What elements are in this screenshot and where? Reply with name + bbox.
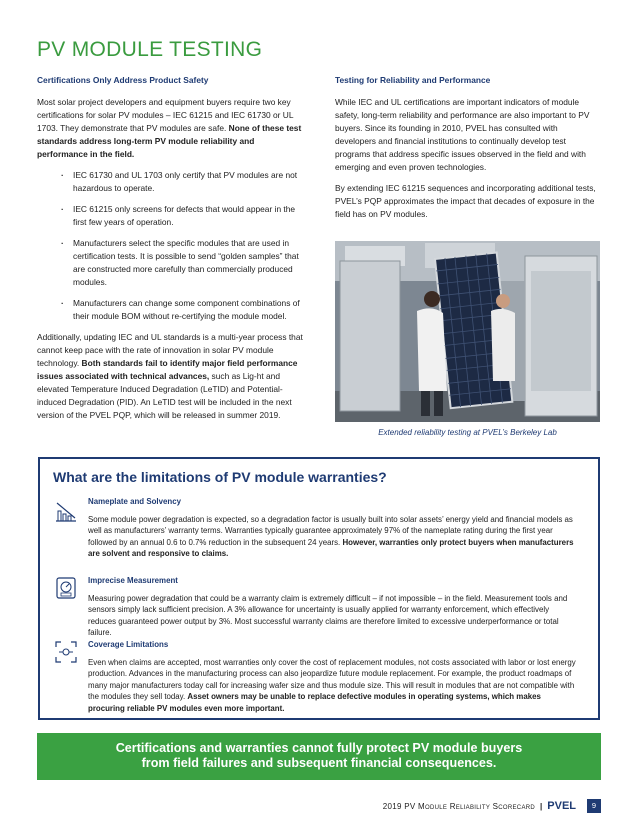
conclusion-banner bbox=[37, 733, 601, 780]
photo-caption: Extended reliability testing at PVEL’s Berkeley Lab bbox=[378, 428, 557, 437]
right-heading: Testing for Reliability and Performance bbox=[335, 75, 491, 85]
page-footer bbox=[383, 798, 601, 814]
left-heading: Certifications Only Address Product Safety bbox=[37, 75, 209, 85]
bullet-item: · Manufacturers can change some component combinations of their module BOM without re-certifying the module model. bbox=[61, 297, 307, 323]
item-heading: Imprecise Measurement bbox=[88, 576, 178, 585]
left-column bbox=[37, 74, 307, 430]
pvel-logo: PVEL bbox=[547, 800, 576, 812]
footer-title: 2019 PV Module Reliability Scorecard bbox=[382, 801, 536, 811]
warranty-item-nameplate: Nameplate and Solvency Some module power degradation is expected, so a degradation factor is usually built into solar assets’ energy yield and financial models as well as manufacturers’ warranty terms. Warranties typically guarantee approximately 97% of the nameplate rating during the first year followed by an annual 0.6 to 0.7% reduction in the subsequent 24 years. However, warranties only protect buyers when manufacturers are solvent and responsive to claims. bbox=[88, 496, 576, 560]
banner-line-1: Certifications and warranties cannot fully protect PV module buyers bbox=[115, 741, 523, 755]
box-title: What are the limitations of PV module warranties? bbox=[53, 469, 387, 485]
left-bullet-list bbox=[61, 169, 307, 323]
item-heading: Nameplate and Solvency bbox=[88, 497, 181, 506]
page-number: 9 bbox=[587, 799, 601, 813]
bullet-item: · Manufacturers select the specific modules that are used in certification tests. It is possible to send “golden samples” that are constructed more carefully than commercially produced modules. bbox=[61, 237, 307, 289]
right-paragraph-2: By extending IEC 61215 sequences and incorporating additional tests, PVEL’s PQP approximates the impact that decades of exposure in the field has on PV modules. bbox=[335, 183, 596, 219]
right-column bbox=[335, 74, 600, 229]
banner-line-2: from field failures and subsequent financial consequences. bbox=[141, 756, 497, 770]
lab-photo-illustration bbox=[335, 241, 600, 422]
left-paragraph-1: Most solar project developers and equipment buyers require two key certifications for solar PV modules – IEC 61215 and IEC 61730 or UL 1703. They demonstrate that PV modules are safe. None of these test standards address long-term PV module reliability and performance in the field. bbox=[37, 97, 302, 159]
left-paragraph-2: Additionally, updating IEC and UL standards is a multi-year process that cannot keep pace with the rate of innovation in solar PV module technology. Both standards fail to identify major field performance issues associated with technical advances, such as Lig-ht and elevated Temperature Induced Degradation (LeTID) and Potential-induced Degradation (PID). An LeTID test will be included in the next version of the PVEL PQP, which will be released in summer 2019. bbox=[37, 332, 303, 420]
right-paragraph-1: While IEC and UL certifications are important indicators of module safety, long-term reliability and performance are also important to PV buyers. Since its founding in 2010, PVEL has consulted with developers and financial institutions to continually develop test programs that address specific issues observed in the field and with emerging and even proven technologies. bbox=[335, 97, 590, 172]
lab-photo bbox=[335, 241, 600, 422]
bullet-item: · IEC 61215 only screens for defects that would appear in the first few years of operation. bbox=[61, 203, 307, 229]
building-chart-icon bbox=[54, 499, 78, 523]
footer-separator: | bbox=[540, 801, 543, 811]
coverage-scope-icon bbox=[54, 640, 78, 664]
meter-icon bbox=[54, 576, 78, 600]
warranty-item-measurement: Imprecise Measurement Measuring power degradation that could be a warranty claim is extremely difficult – if not impossible – in the field. Measurement tools and sensors simply lack sufficient precision. A 3% allowance for uncertainty is usually applied for warranty enforcement, which effectively reduces guaranteed power output by 3%. Most successful warranty claims are therefore limited to excessive underperformance or total failure. bbox=[88, 575, 576, 639]
bullet-item: · IEC 61730 and UL 1703 only certify that PV modules are not hazardous to operate. bbox=[61, 169, 307, 195]
warranty-item-coverage: Coverage Limitations Even when claims are accepted, most warranties only cover the cost of replacement modules, not costs associated with labor or lost energy production. Advances in the manufacturing process can also jeopardize future module replacement. For example, the product roadmaps of many major manufacturers today call for increasing wafer size and thus module size. This will result in modules that are not compatible with the modules they sell today. Asset owners may be unable to replace defective modules in operating systems, which makes procuring reliable PV modules even more important. bbox=[88, 640, 576, 713]
page-title: PV MODULE TESTING bbox=[37, 38, 263, 61]
item-heading: Coverage Limitations bbox=[88, 640, 169, 649]
warranty-limitations-box bbox=[38, 457, 600, 720]
